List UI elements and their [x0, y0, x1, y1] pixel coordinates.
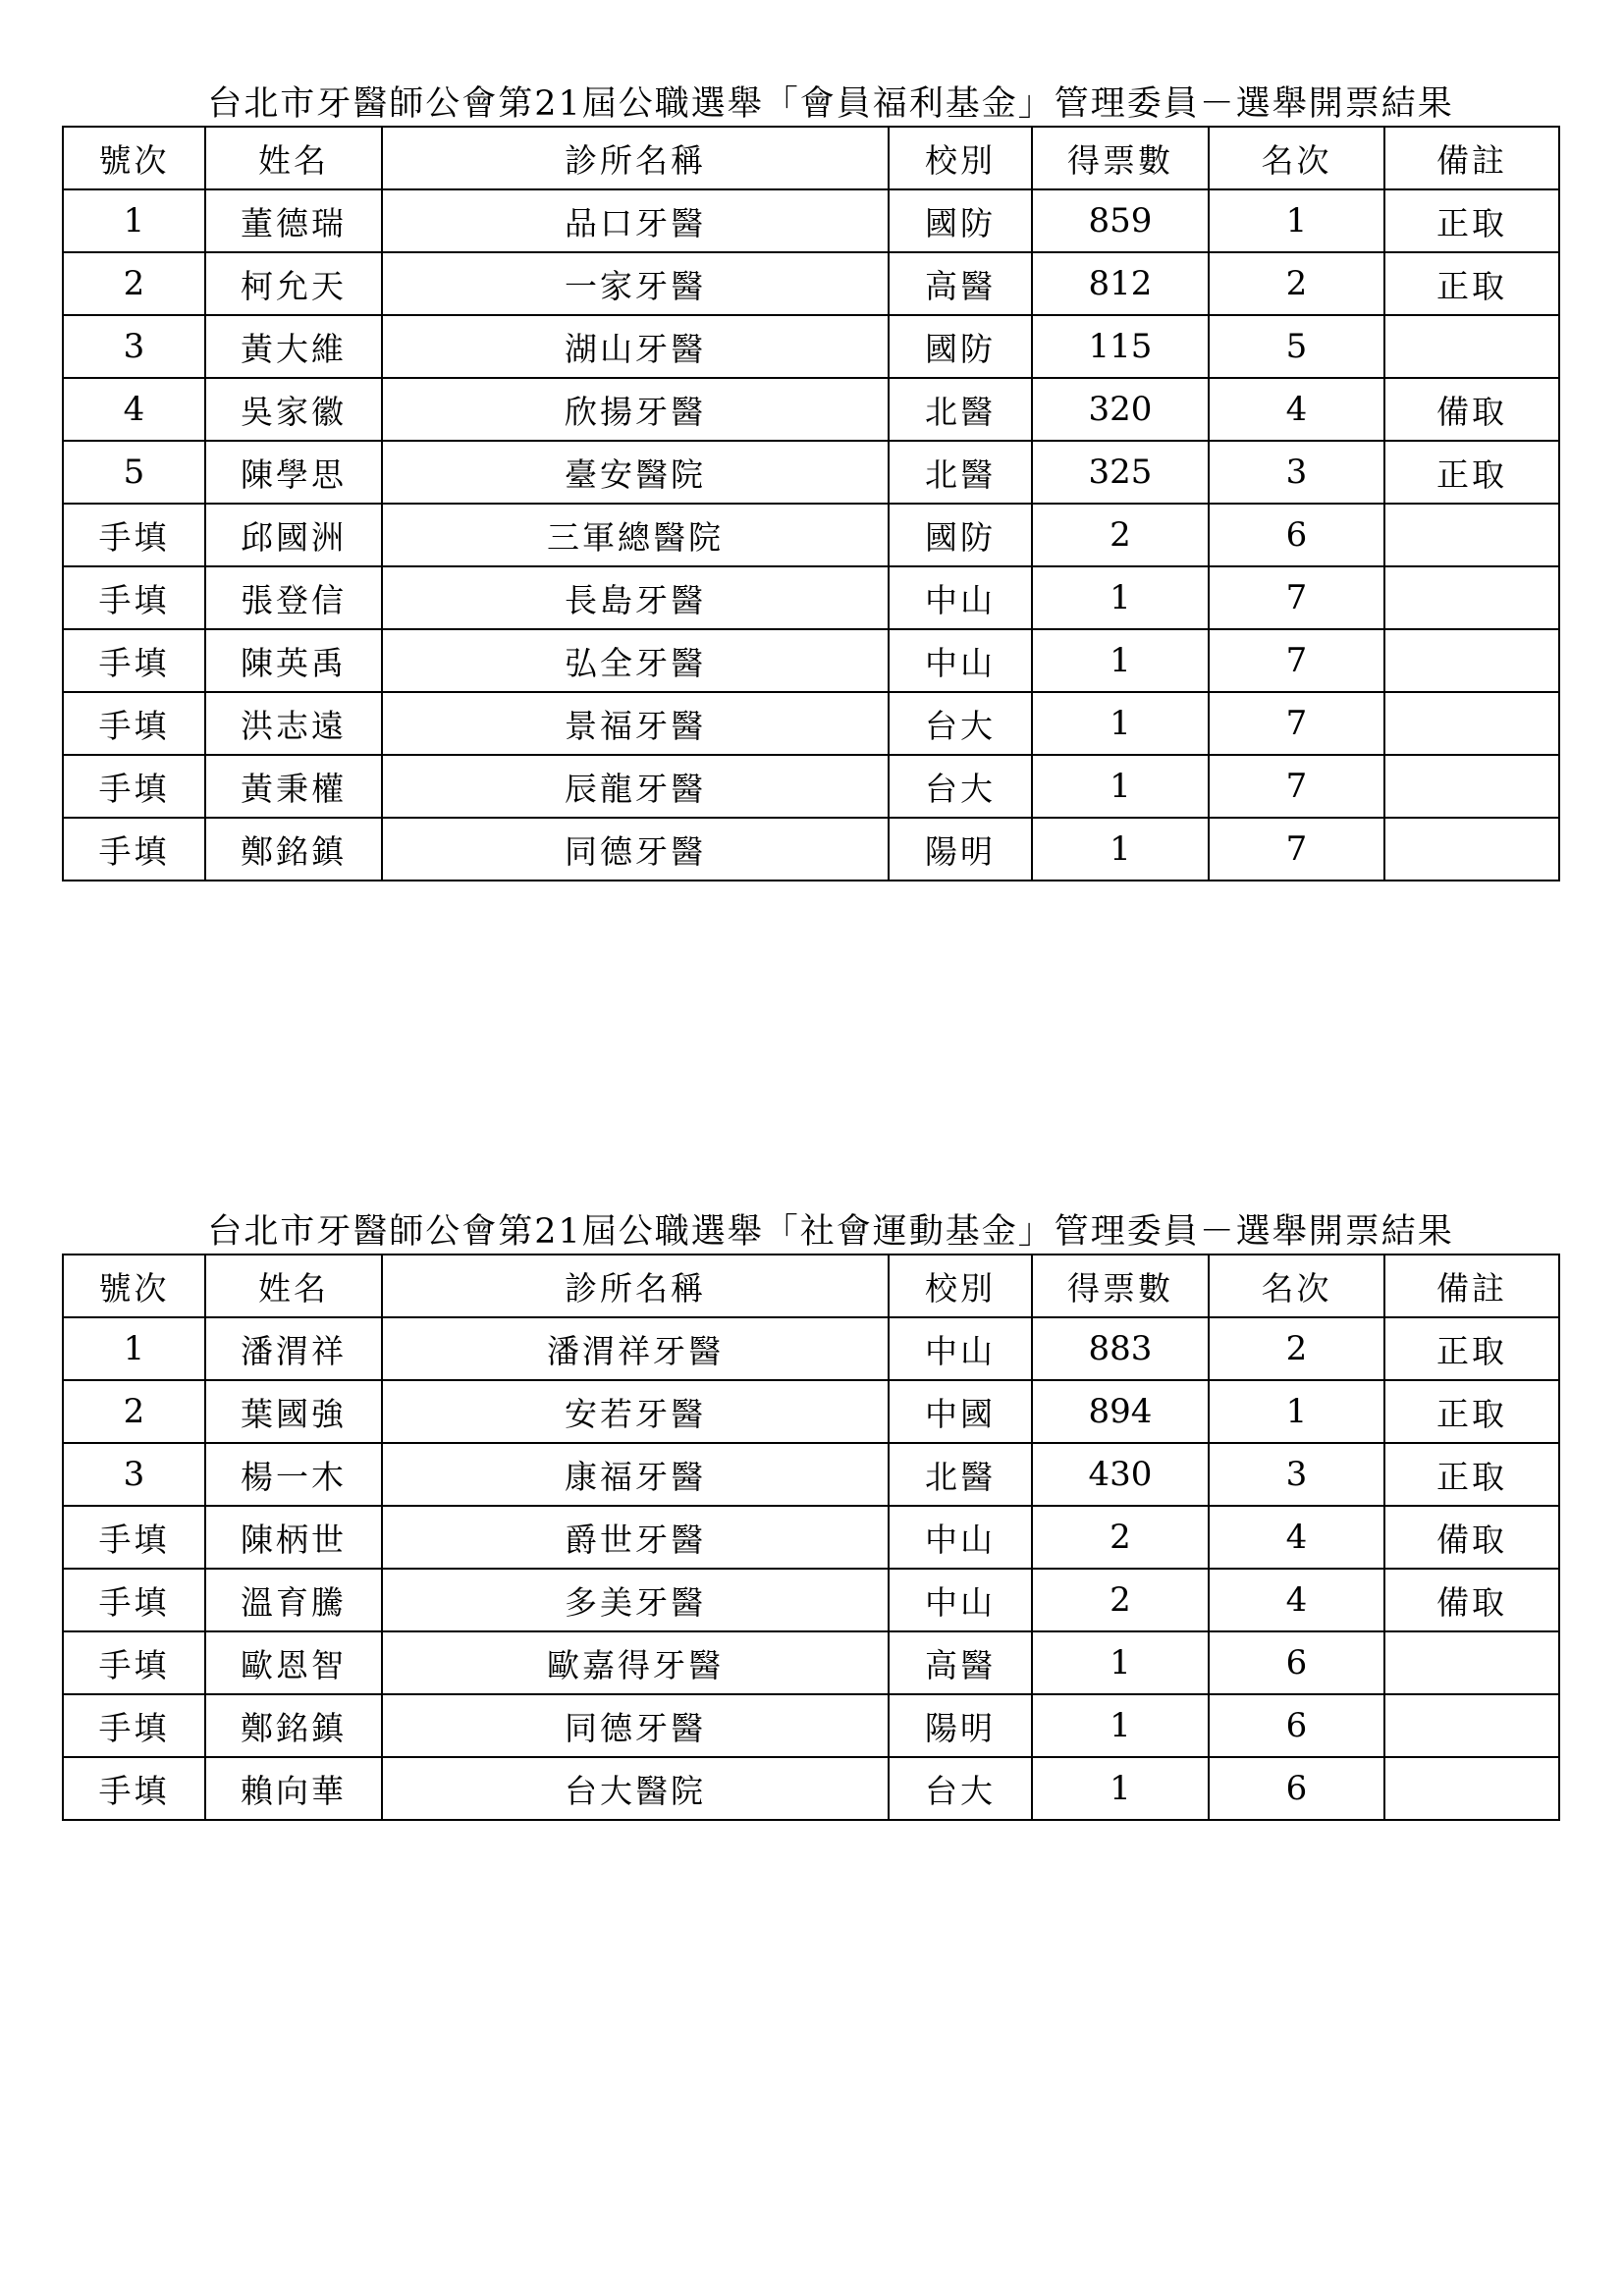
cell-name: 陳柄世 — [205, 1506, 382, 1569]
cell-clinic: 景福牙醫 — [382, 692, 889, 755]
cell-school: 中山 — [889, 1317, 1032, 1380]
cell-rank: 7 — [1209, 566, 1384, 629]
cell-number: 手填 — [63, 1694, 205, 1757]
header-rank: 名次 — [1209, 127, 1384, 189]
table-row — [63, 1317, 1559, 1380]
cell-note: 備取 — [1384, 1506, 1559, 1569]
cell-rank: 2 — [1209, 1317, 1384, 1380]
cell-rank: 7 — [1209, 818, 1384, 881]
cell-name: 鄭銘鎮 — [205, 1694, 382, 1757]
cell-votes: 894 — [1032, 1380, 1209, 1443]
cell-school: 國防 — [889, 189, 1032, 252]
cell-votes: 1 — [1032, 629, 1209, 692]
header-note: 備註 — [1384, 127, 1559, 189]
cell-votes: 1 — [1032, 755, 1209, 818]
cell-votes: 115 — [1032, 315, 1209, 378]
table-row — [63, 818, 1559, 881]
header-school: 校別 — [889, 1255, 1032, 1317]
cell-rank: 6 — [1209, 1757, 1384, 1820]
header-name: 姓名 — [205, 1255, 382, 1317]
cell-name: 潘渭祥 — [205, 1317, 382, 1380]
cell-number: 3 — [63, 1443, 205, 1506]
cell-note — [1384, 1757, 1559, 1820]
cell-note: 正取 — [1384, 189, 1559, 252]
cell-school: 北醫 — [889, 441, 1032, 504]
table-row — [63, 692, 1559, 755]
cell-clinic: 一家牙醫 — [382, 252, 889, 315]
cell-number: 5 — [63, 441, 205, 504]
cell-clinic: 康福牙醫 — [382, 1443, 889, 1506]
header-school: 校別 — [889, 127, 1032, 189]
cell-school: 中山 — [889, 1506, 1032, 1569]
cell-number: 手填 — [63, 692, 205, 755]
cell-name: 邱國洲 — [205, 504, 382, 566]
cell-number: 手填 — [63, 1631, 205, 1694]
header-note: 備註 — [1384, 1255, 1559, 1317]
header-votes: 得票數 — [1032, 1255, 1209, 1317]
cell-rank: 1 — [1209, 189, 1384, 252]
cell-name: 賴向華 — [205, 1757, 382, 1820]
table-row — [63, 504, 1559, 566]
sports-fund-results-section — [62, 1210, 1558, 1821]
cell-rank: 6 — [1209, 1631, 1384, 1694]
table-row — [63, 252, 1559, 315]
welfare-fund-results-table — [62, 126, 1560, 881]
cell-number: 2 — [63, 252, 205, 315]
cell-clinic: 同德牙醫 — [382, 1694, 889, 1757]
cell-clinic: 湖山牙醫 — [382, 315, 889, 378]
cell-rank: 3 — [1209, 1443, 1384, 1506]
welfare-fund-table-title: 台北市牙醫師公會第21屆公職選舉「會員福利基金」管理委員－選舉開票結果 — [207, 84, 1454, 124]
cell-clinic: 安若牙醫 — [382, 1380, 889, 1443]
cell-school: 台大 — [889, 692, 1032, 755]
cell-name: 歐恩智 — [205, 1631, 382, 1694]
cell-clinic: 同德牙醫 — [382, 818, 889, 881]
cell-clinic: 爵世牙醫 — [382, 1506, 889, 1569]
cell-number: 手填 — [63, 1569, 205, 1631]
table-row — [63, 1757, 1559, 1820]
cell-name: 黃大維 — [205, 315, 382, 378]
cell-note — [1384, 1631, 1559, 1694]
cell-note: 正取 — [1384, 1317, 1559, 1380]
cell-name: 洪志遠 — [205, 692, 382, 755]
cell-name: 董德瑞 — [205, 189, 382, 252]
table-row — [63, 1631, 1559, 1694]
header-number: 號次 — [63, 1255, 205, 1317]
cell-note — [1384, 692, 1559, 755]
cell-number: 手填 — [63, 504, 205, 566]
cell-clinic: 弘全牙醫 — [382, 629, 889, 692]
cell-school: 高醫 — [889, 252, 1032, 315]
cell-votes: 859 — [1032, 189, 1209, 252]
cell-rank: 6 — [1209, 504, 1384, 566]
cell-name: 葉國強 — [205, 1380, 382, 1443]
table-row — [63, 315, 1559, 378]
cell-school: 國防 — [889, 315, 1032, 378]
cell-clinic: 辰龍牙醫 — [382, 755, 889, 818]
cell-votes: 1 — [1032, 1757, 1209, 1820]
cell-votes: 883 — [1032, 1317, 1209, 1380]
cell-number: 手填 — [63, 818, 205, 881]
cell-rank: 5 — [1209, 315, 1384, 378]
cell-rank: 4 — [1209, 1569, 1384, 1631]
cell-votes: 320 — [1032, 378, 1209, 441]
cell-clinic: 臺安醫院 — [382, 441, 889, 504]
cell-name: 黃秉權 — [205, 755, 382, 818]
cell-votes: 2 — [1032, 1569, 1209, 1631]
table-row — [63, 566, 1559, 629]
cell-votes: 1 — [1032, 1694, 1209, 1757]
cell-note: 備取 — [1384, 1569, 1559, 1631]
cell-name: 陳學思 — [205, 441, 382, 504]
cell-clinic: 三軍總醫院 — [382, 504, 889, 566]
cell-clinic: 多美牙醫 — [382, 1569, 889, 1631]
cell-name: 溫育騰 — [205, 1569, 382, 1631]
table-row — [63, 755, 1559, 818]
cell-note — [1384, 755, 1559, 818]
cell-school: 中國 — [889, 1380, 1032, 1443]
table-header-row — [63, 127, 1559, 189]
header-name: 姓名 — [205, 127, 382, 189]
cell-school: 高醫 — [889, 1631, 1032, 1694]
cell-note — [1384, 504, 1559, 566]
table-row — [63, 1380, 1559, 1443]
table-header-row — [63, 1255, 1559, 1317]
cell-note — [1384, 629, 1559, 692]
cell-rank: 7 — [1209, 755, 1384, 818]
cell-rank: 3 — [1209, 441, 1384, 504]
cell-rank: 1 — [1209, 1380, 1384, 1443]
table-row — [63, 1569, 1559, 1631]
cell-school: 中山 — [889, 629, 1032, 692]
cell-number: 手填 — [63, 1757, 205, 1820]
cell-rank: 7 — [1209, 629, 1384, 692]
sports-fund-table-title: 台北市牙醫師公會第21屆公職選舉「社會運動基金」管理委員－選舉開票結果 — [207, 1212, 1454, 1252]
cell-clinic: 品口牙醫 — [382, 189, 889, 252]
table-row — [63, 189, 1559, 252]
cell-clinic: 欣揚牙醫 — [382, 378, 889, 441]
cell-rank: 2 — [1209, 252, 1384, 315]
cell-number: 手填 — [63, 629, 205, 692]
cell-school: 北醫 — [889, 378, 1032, 441]
table-row — [63, 378, 1559, 441]
cell-votes: 1 — [1032, 566, 1209, 629]
cell-number: 手填 — [63, 566, 205, 629]
cell-votes: 1 — [1032, 692, 1209, 755]
cell-number: 4 — [63, 378, 205, 441]
cell-number: 2 — [63, 1380, 205, 1443]
table-row — [63, 1694, 1559, 1757]
cell-note — [1384, 1694, 1559, 1757]
cell-name: 陳英禹 — [205, 629, 382, 692]
cell-school: 國防 — [889, 504, 1032, 566]
cell-votes: 2 — [1032, 1506, 1209, 1569]
cell-votes: 325 — [1032, 441, 1209, 504]
cell-number: 3 — [63, 315, 205, 378]
welfare-fund-results-section — [62, 82, 1558, 881]
header-votes: 得票數 — [1032, 127, 1209, 189]
cell-school: 北醫 — [889, 1443, 1032, 1506]
cell-note: 正取 — [1384, 252, 1559, 315]
header-rank: 名次 — [1209, 1255, 1384, 1317]
cell-rank: 7 — [1209, 692, 1384, 755]
cell-note: 正取 — [1384, 1380, 1559, 1443]
cell-clinic: 台大醫院 — [382, 1757, 889, 1820]
cell-rank: 6 — [1209, 1694, 1384, 1757]
cell-note: 正取 — [1384, 1443, 1559, 1506]
cell-rank: 4 — [1209, 1506, 1384, 1569]
cell-note — [1384, 566, 1559, 629]
cell-note — [1384, 818, 1559, 881]
cell-number: 1 — [63, 1317, 205, 1380]
cell-note — [1384, 315, 1559, 378]
welfare-fund-table-body — [63, 189, 1559, 881]
header-clinic: 診所名稱 — [382, 127, 889, 189]
cell-votes: 2 — [1032, 504, 1209, 566]
cell-votes: 430 — [1032, 1443, 1209, 1506]
sports-fund-results-table — [62, 1254, 1560, 1821]
cell-number: 手填 — [63, 1506, 205, 1569]
cell-name: 楊一木 — [205, 1443, 382, 1506]
cell-clinic: 長島牙醫 — [382, 566, 889, 629]
table-row — [63, 441, 1559, 504]
cell-school: 中山 — [889, 566, 1032, 629]
cell-votes: 812 — [1032, 252, 1209, 315]
cell-number: 手填 — [63, 755, 205, 818]
cell-note: 備取 — [1384, 378, 1559, 441]
cell-number: 1 — [63, 189, 205, 252]
table-row — [63, 629, 1559, 692]
cell-votes: 1 — [1032, 818, 1209, 881]
cell-school: 台大 — [889, 1757, 1032, 1820]
cell-name: 鄭銘鎮 — [205, 818, 382, 881]
cell-clinic: 潘渭祥牙醫 — [382, 1317, 889, 1380]
cell-school: 台大 — [889, 755, 1032, 818]
cell-name: 柯允天 — [205, 252, 382, 315]
cell-clinic: 歐嘉得牙醫 — [382, 1631, 889, 1694]
cell-school: 中山 — [889, 1569, 1032, 1631]
cell-name: 吳家徽 — [205, 378, 382, 441]
cell-rank: 4 — [1209, 378, 1384, 441]
header-number: 號次 — [63, 127, 205, 189]
sports-fund-table-body — [63, 1317, 1559, 1820]
cell-name: 張登信 — [205, 566, 382, 629]
table-row — [63, 1506, 1559, 1569]
table-row — [63, 1443, 1559, 1506]
cell-school: 陽明 — [889, 818, 1032, 881]
cell-school: 陽明 — [889, 1694, 1032, 1757]
header-clinic: 診所名稱 — [382, 1255, 889, 1317]
cell-votes: 1 — [1032, 1631, 1209, 1694]
cell-note: 正取 — [1384, 441, 1559, 504]
